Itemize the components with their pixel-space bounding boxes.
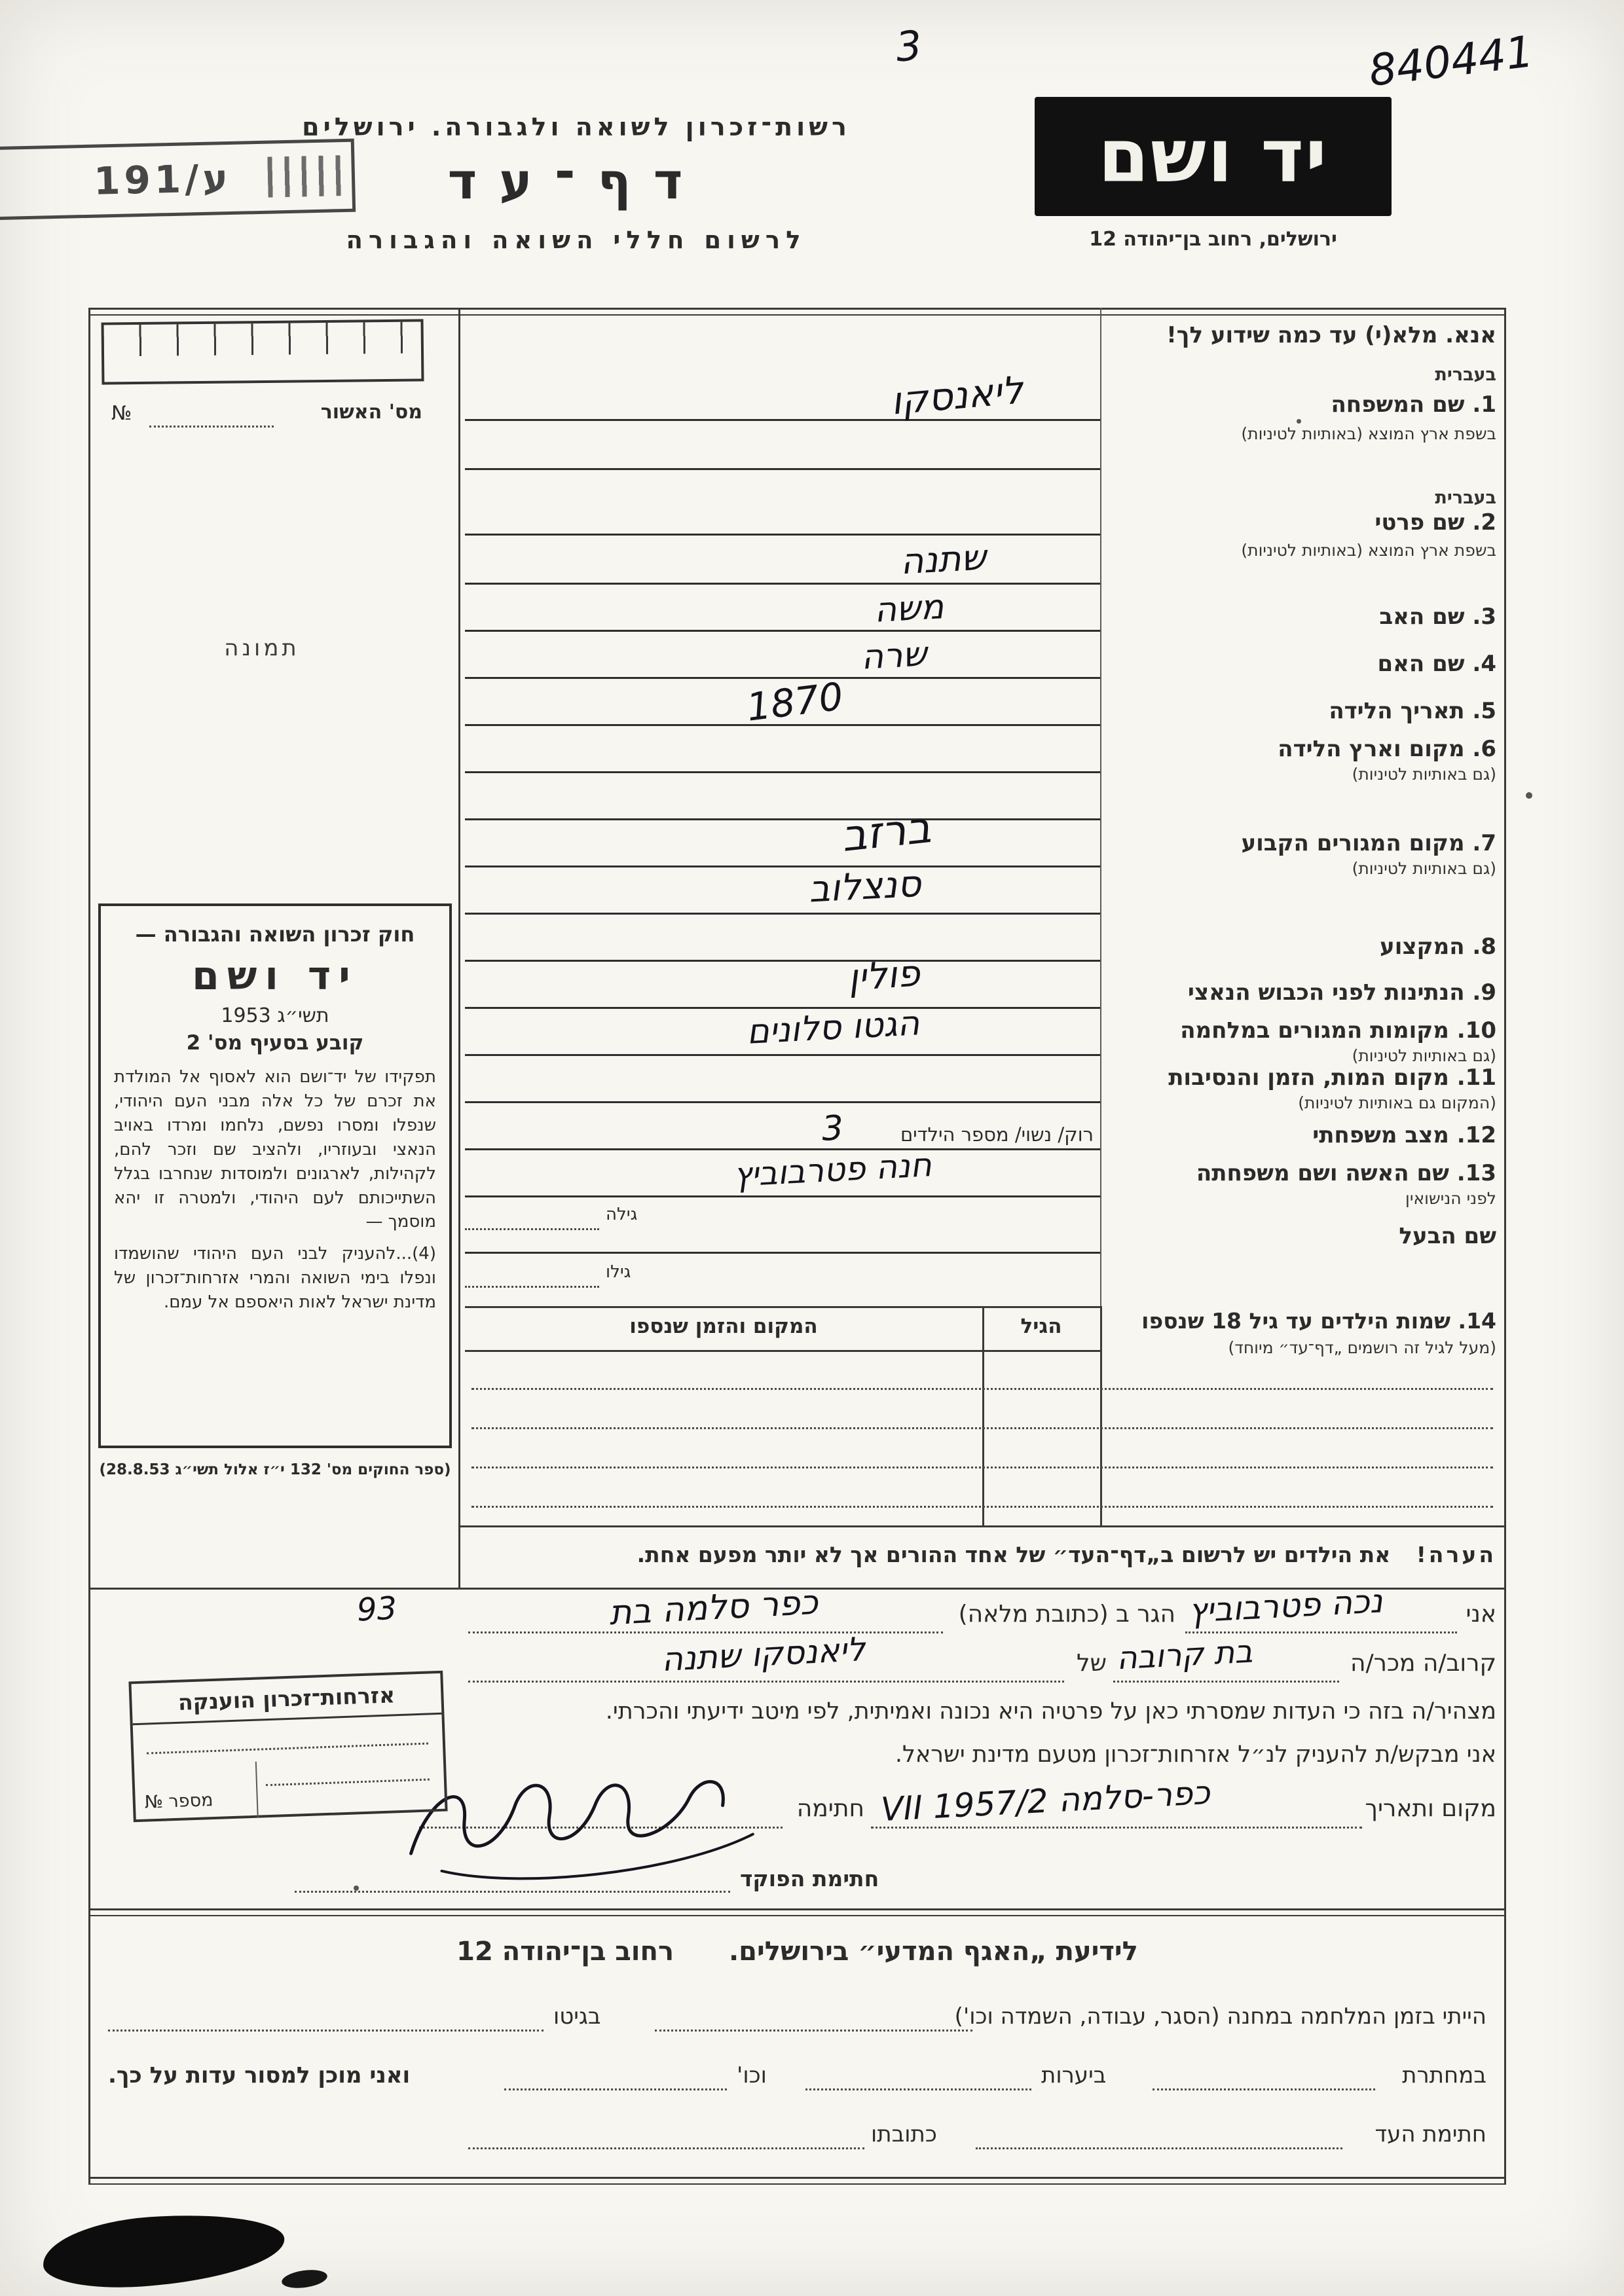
law-heading: חוק זכרון השואה והגבורה —	[135, 922, 415, 947]
field11-line	[465, 1101, 1100, 1103]
field10-sublabel: (גם באותיות לטיניות)	[1352, 1046, 1496, 1065]
note-line	[637, 1542, 1496, 1567]
field3-label	[1113, 604, 1496, 630]
children-table-top-border	[465, 1306, 1100, 1308]
declaration-resides-label: הגר ב (כתובת מלאה)	[958, 1601, 1175, 1628]
hw-residence-1: ברזב	[839, 802, 934, 862]
declarant-address-line	[468, 1631, 943, 1633]
labels-column-divider	[1100, 308, 1101, 1306]
field2-text: שם פרטי	[1375, 509, 1465, 536]
citizenship-cell-divider	[255, 1762, 259, 1818]
field2-line-latin	[465, 583, 1100, 585]
field2-line-hebrew	[465, 534, 1100, 536]
field12-number: 12.	[1456, 1122, 1496, 1148]
etc-label: וכו'	[737, 2062, 767, 2088]
field11-label	[1113, 1065, 1496, 1091]
field4-line	[465, 677, 1100, 679]
field4-number: 4.	[1472, 651, 1496, 677]
law-citation: (ספר החוקים מס' 132 י״ז אלול תשי״ג 28.8.53)	[99, 1461, 451, 1478]
field7-sublabel: (גם באותיות לטיניות)	[1352, 859, 1496, 878]
official-signature-label: חתימת הפוקד	[740, 1866, 879, 1891]
witness-signature-line	[976, 2147, 1342, 2149]
law-section: קובע בסעיף מס' 2	[186, 1031, 364, 1055]
hw-wife-name: חנה פטרבוביץ	[732, 1146, 933, 1194]
field3-line	[465, 630, 1100, 632]
field7-text: מקום המגורים הקבוע	[1241, 830, 1465, 856]
field9-line	[465, 1007, 1100, 1009]
field10-number: 10.	[1456, 1017, 1496, 1044]
fill-instruction: אנא. מלא(י) עד כמה שידוע לך!	[1166, 322, 1496, 348]
field6-line-2	[465, 818, 1100, 820]
declaration-statement: מצהיר/ה בזה כי העדות שמסרתי כאן על פרטיה היא נכונה ואמיתית, לפי מיטב ידיעתי והכרתי.	[605, 1698, 1496, 1724]
forests-label: ביערות	[1041, 2062, 1107, 2088]
scan-speck	[1297, 419, 1301, 424]
field3-number: 3.	[1472, 604, 1496, 630]
field7-number: 7.	[1472, 830, 1496, 856]
field7-label	[1113, 830, 1496, 856]
children-row-line-4	[471, 1506, 1493, 1508]
field5-text: תאריך הלידה	[1329, 698, 1465, 724]
field11-number: 11.	[1456, 1065, 1496, 1091]
field10-label	[1113, 1017, 1496, 1044]
field14-sublabel: (מעל לגיל זה רושמים „דף־עד״ מיוחד)	[1228, 1338, 1496, 1357]
official-signature-line	[295, 1891, 730, 1893]
field1-line-hebrew	[465, 419, 1100, 421]
hw-residence-2: סנצלוב	[807, 862, 923, 911]
note-text: את הילדים יש לרשום ב„דף־העד״ של אחד ההורים אך לא יותר מפעם אחת.	[637, 1542, 1391, 1567]
field11-text: מקום המות, הזמן והנסיבות	[1168, 1065, 1449, 1091]
etc-line	[504, 2088, 727, 2090]
camp-sentence: הייתי בזמן המלחמה במחנה (הסגר, עבודה, השמדה וכו')	[954, 2003, 1486, 2030]
camp-line	[655, 2030, 972, 2032]
field13-text: שם האשה ושם משפחתה	[1196, 1160, 1449, 1186]
ghetto-label: בגיטו	[553, 2003, 601, 2030]
declarant-name-line	[1185, 1631, 1457, 1633]
field9-text: הנתינות לפני הכבוש הנאצי	[1187, 979, 1465, 1006]
left-column-divider	[458, 308, 460, 1588]
citizenship-box-title: אזרחות־זכרון הוענקה	[132, 1673, 442, 1725]
children-col-age-header: הגיל	[1020, 1315, 1062, 1338]
hw-relation: בת קרובה	[1115, 1633, 1254, 1677]
scan-speck	[1526, 792, 1532, 799]
field9-label	[1113, 979, 1496, 1006]
field1-number: 1.	[1472, 392, 1496, 418]
hw-declarant-address: כפר סלמה בת	[608, 1582, 819, 1633]
field4-label	[1113, 651, 1496, 677]
subject-name-line	[468, 1681, 1064, 1683]
logo-text: יד ושם	[1098, 114, 1329, 199]
tick-marks-icon	[104, 321, 421, 356]
scan-speck	[354, 1886, 359, 1891]
relation-line	[1113, 1681, 1339, 1683]
hw-mother-name: שרה	[860, 634, 928, 678]
field2-label	[1113, 509, 1496, 536]
field1-label	[1113, 392, 1496, 418]
org-address: ירושלים, רחוב בן־יהודה 12	[1089, 228, 1337, 251]
hw-citizenship: פולין	[846, 952, 921, 1000]
hw-subject-name: ליאנסקו שתנה	[660, 1630, 866, 1679]
field14-number: 14.	[1458, 1308, 1496, 1334]
citizenship-line-2	[266, 1778, 430, 1786]
hw-stray-number: 93	[356, 1590, 398, 1629]
field7-line-2	[465, 913, 1100, 915]
field8-line	[465, 960, 1100, 962]
field12-text: מצב משפחתי	[1312, 1122, 1449, 1148]
hw-children-count: 3	[821, 1108, 845, 1149]
field12-line	[465, 1148, 1100, 1150]
field11-sublabel: (המקום גם באותיות לטיניות)	[1298, 1093, 1496, 1112]
approval-number-label: מס' האשור	[320, 401, 422, 424]
field2-number: 2.	[1472, 509, 1496, 536]
field1-line-latin	[465, 468, 1100, 470]
field6-number: 6.	[1472, 736, 1496, 762]
underground-label: במחתרת	[1402, 2062, 1486, 2088]
form-right-border	[1504, 308, 1506, 2183]
place-date-line	[871, 1827, 1362, 1829]
field8-text: המקצוע	[1380, 934, 1465, 960]
his-age-line	[465, 1286, 599, 1288]
bottom-title-dept: לידיעת „האגף המדעי״ בירושלים.	[728, 1937, 1138, 1967]
field13-label	[1113, 1160, 1496, 1186]
field1-sublabel: בשפת ארץ המוצא (באותיות לטיניות)	[1241, 424, 1496, 443]
form-title: דף־עד	[447, 152, 705, 210]
form-subtitle: לרשום חללי השואה והגבורה	[346, 226, 807, 254]
declaration-request: אני מבקש/ת להעניק לנ״ל אזרחות־זכרון מטעם מדינת ישראל.	[895, 1741, 1496, 1768]
ink-blot	[41, 2208, 287, 2293]
field13-number: 13.	[1456, 1160, 1496, 1186]
declaration-relation-label: קרוב/ה מכר/ה	[1350, 1650, 1496, 1677]
hw-father-name: משה	[873, 587, 945, 630]
form-top-border	[88, 308, 1506, 316]
upper-form-bottom-border	[88, 1908, 1506, 1916]
law-name: יד ושם	[192, 953, 358, 999]
field9-number: 9.	[1472, 979, 1496, 1006]
underground-line	[1153, 2088, 1375, 2090]
note-label: הערה!	[1416, 1542, 1496, 1567]
stamp-text: ע/191	[93, 155, 232, 204]
witness-signature-label: חתימת העד	[1375, 2121, 1486, 2147]
approval-number-line	[149, 426, 274, 428]
law-year: תשי״ג 1953	[221, 1004, 329, 1027]
form-left-border	[88, 308, 90, 2183]
page-bottom-border	[88, 2177, 1506, 2185]
field12-label	[1113, 1122, 1496, 1148]
field5-label	[1113, 698, 1496, 724]
witness-address-line	[468, 2147, 864, 2149]
children-row-line-2	[471, 1427, 1493, 1429]
ghetto-line	[108, 2030, 544, 2032]
her-age-label: גילה	[606, 1205, 638, 1224]
citizenship-number-label: מספר №	[144, 1790, 213, 1813]
hw-birth-year: 1870	[744, 674, 846, 730]
hw-surname: ליאנסקו	[889, 367, 1025, 424]
field7-line-1	[465, 866, 1100, 867]
citizenship-line-1	[147, 1743, 428, 1755]
yad-vashem-logo	[1035, 97, 1392, 216]
field10-line	[465, 1054, 1100, 1056]
field14-label	[1113, 1308, 1496, 1334]
photo-placeholder-label: תמונה	[224, 635, 300, 661]
field8-number: 8.	[1472, 934, 1496, 960]
law-body: תפקידו של יד־ושם הוא לאסוף אל המולדת את זכרם של כל אלה מבני העם היהודי, שנפלו ומסרו נפשם, נלחמו ומרדו באויב הנאצי ובעוזריו, ולהציב שם וזכר להם, לקהילות, לארגונים ולמוסדות שנחרבו בגלל השתייכותם לעם היהודי, ולמטרה זו יהא מוסמך —	[114, 1067, 436, 1232]
field6-label	[1113, 736, 1496, 762]
witness-address-label: כתובתו	[871, 2121, 937, 2147]
field2-sublabel: בשפת ארץ המוצא (באותיות לטיניות)	[1241, 541, 1496, 560]
forests-line	[805, 2088, 1031, 2090]
law-clause: (4)...להעניק לבני העם היהודי שהושמדו ונפלו בימי השואה והמרי אזרחות־זכרון של מדינת ישראל לאות היאספם אל עמם.	[114, 1244, 436, 1313]
field1-text: שם המשפחה	[1331, 392, 1465, 418]
children-row-line-3	[471, 1467, 1493, 1468]
children-col-place-header: המקום והזמן שנספו	[629, 1315, 818, 1338]
hw-declarant-name: נכה פטרבוביץ	[1187, 1582, 1384, 1630]
children-row-line-1	[471, 1388, 1493, 1390]
hw-wartime-residence: הגטו סלונים	[745, 1004, 921, 1052]
field2-hebrew-tag: בעברית	[1435, 488, 1496, 508]
field6-text: מקום וארץ הלידה	[1278, 736, 1465, 762]
law-box	[98, 903, 452, 1448]
field1-hebrew-tag: בעברית	[1435, 365, 1496, 385]
hw-first-name: שתנה	[899, 536, 987, 583]
field5-number: 5.	[1472, 698, 1496, 724]
handwritten-page-mark: 3	[893, 21, 924, 71]
handwritten-ref-number: 840441	[1366, 26, 1536, 97]
ink-blot-small	[281, 2267, 329, 2290]
husband-line	[465, 1252, 1100, 1254]
testify-sentence: ואני מוכן למסור עדות על כך.	[108, 2062, 411, 2088]
her-age-line	[465, 1228, 599, 1230]
field6-sublabel: (גם באותיות לטיניות)	[1352, 765, 1496, 784]
org-line: רשות־זכרון לשואה ולגבורה. ירושלים	[302, 113, 851, 141]
field10-text: מקומות המגורים במלחמה	[1180, 1017, 1449, 1044]
children-table-right-divider	[1100, 1306, 1102, 1525]
children-table-col-divider	[982, 1306, 984, 1525]
hw-place-date: כפר-סלמה 2/VII 1957	[879, 1773, 1211, 1829]
citizenship-box	[128, 1671, 447, 1823]
bottom-title-street: רחוב בן־יהודה 12	[456, 1937, 674, 1967]
field8-label	[1113, 934, 1496, 960]
husband-name-label: שם הבעל	[1399, 1223, 1496, 1249]
children-table-bottom-border	[458, 1525, 1506, 1527]
field13-line	[465, 1195, 1100, 1197]
declaration-i-label: אני	[1466, 1601, 1496, 1628]
field3-text: שם האב	[1379, 604, 1465, 630]
place-date-label: מקום ותאריך	[1365, 1795, 1496, 1822]
field4-text: שם האם	[1377, 651, 1465, 677]
declaration-of-label: של	[1077, 1650, 1107, 1677]
his-age-label: גילו	[606, 1262, 631, 1282]
field14-text: שמות הילדים עד גיל 18 שנספו	[1141, 1308, 1451, 1334]
field12-options: רוק/ נשוי/ מספר הילדים	[900, 1123, 1094, 1146]
tick-box	[101, 319, 424, 384]
field13-sublabel: לפני הנישואין	[1405, 1189, 1496, 1208]
approval-no-sign: №	[111, 402, 132, 425]
children-table-header-border	[465, 1350, 1100, 1352]
signature-label: חתימה	[796, 1795, 864, 1822]
field6-line-1	[465, 771, 1100, 773]
bottom-title	[88, 1937, 1506, 1967]
